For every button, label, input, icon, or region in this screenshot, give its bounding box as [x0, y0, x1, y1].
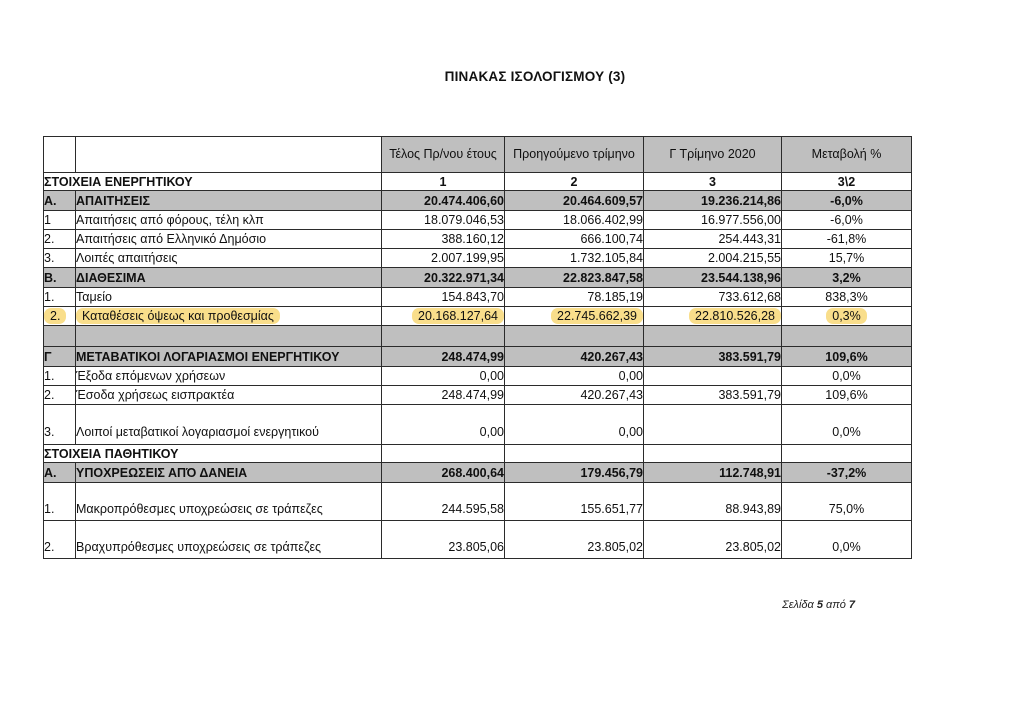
value-cell-prev-quarter: 155.651,77	[505, 483, 644, 521]
row-label-cell: ΔΙΑΘΕΣΙΜΑ	[76, 268, 382, 288]
row-number-cell: 1	[44, 211, 76, 230]
table-row	[44, 367, 912, 386]
table-row	[44, 173, 912, 191]
value-cell-q3-2020: 2.004.215,55	[644, 249, 782, 268]
row-number-cell: 2.	[44, 521, 76, 559]
value-cell-prev-year-end: 248.474,99	[382, 386, 505, 405]
value-cell-q3-2020	[644, 405, 782, 445]
value-cell-prev-year-end: 388.160,12	[382, 230, 505, 249]
highlight: 20.168.127,64	[412, 308, 504, 324]
change-pct-cell: 838,3%	[782, 288, 912, 307]
value-cell-prev-year-end: 20.322.971,34	[382, 268, 505, 288]
value-cell-q3-2020	[644, 326, 782, 347]
value-cell-prev-quarter: 0,00	[505, 405, 644, 445]
value-cell-q3-2020: 88.943,89	[644, 483, 782, 521]
value-cell-prev-year-end: 244.595,58	[382, 483, 505, 521]
value-cell-prev-quarter: 78.185,19	[505, 288, 644, 307]
row-label-cell: Έξοδα επόμενων χρήσεων	[76, 367, 382, 386]
change-pct-cell	[782, 445, 912, 463]
value-cell-prev-year-end: 23.805,06	[382, 521, 505, 559]
value-cell-q3-2020: 112.748,91	[644, 463, 782, 483]
row-label-cell: ΥΠΟΧΡΕΩΣΕΙΣ ΑΠΌ ΔΑΝΕΙΑ	[76, 463, 382, 483]
table-row	[44, 268, 912, 288]
value-cell-prev-quarter: 420.267,43	[505, 386, 644, 405]
table-row	[44, 521, 912, 559]
row-label-cell	[76, 326, 382, 347]
row-number-cell: 1.	[44, 288, 76, 307]
value-cell-prev-quarter: 666.100,74	[505, 230, 644, 249]
table-row	[44, 288, 912, 307]
page-title: ΠΙΝΑΚΑΣ ΙΣΟΛΟΓΙΣΜΟΥ (3)	[444, 69, 626, 84]
value-cell-prev-quarter	[505, 445, 644, 463]
value-cell-prev-year-end	[382, 445, 505, 463]
table-row	[44, 445, 912, 463]
value-cell-prev-year-end: 0,00	[382, 405, 505, 445]
footer-total-pages: 7	[848, 599, 855, 611]
change-pct-cell: 3\2	[782, 173, 912, 191]
value-cell-prev-quarter: 2	[505, 173, 644, 191]
value-cell-prev-quarter: 22.823.847,58	[505, 268, 644, 288]
change-pct-cell	[782, 307, 912, 326]
row-number-cell: Α.	[44, 191, 76, 211]
value-cell-prev-quarter: 1.732.105,84	[505, 249, 644, 268]
footer-word-page: Σελίδα	[782, 599, 814, 611]
table-row	[44, 483, 912, 521]
change-pct-cell: -6,0%	[782, 191, 912, 211]
value-cell-q3-2020	[644, 307, 782, 326]
table-row	[44, 463, 912, 483]
row-label-cell: Απαιτήσεις από φόρους, τέλη κλπ	[76, 211, 382, 230]
value-cell-prev-year-end: 248.474,99	[382, 347, 505, 367]
value-cell-prev-year-end: 1	[382, 173, 505, 191]
table-row	[44, 347, 912, 367]
change-pct-cell: -61,8%	[782, 230, 912, 249]
highlight: 22.810.526,28	[689, 308, 781, 324]
value-cell-q3-2020: 383.591,79	[644, 386, 782, 405]
column-header-prev-quarter: Προηγούμενο τρίμηνο	[505, 137, 644, 173]
value-cell-q3-2020: 733.612,68	[644, 288, 782, 307]
row-number-cell: Β.	[44, 268, 76, 288]
value-cell-prev-quarter: 18.066.402,99	[505, 211, 644, 230]
row-number-cell: 2.	[44, 386, 76, 405]
value-cell-q3-2020	[644, 445, 782, 463]
row-label-cell: Λοιποί μεταβατικοί λογαριασμοί ενεργητικού	[76, 405, 382, 445]
row-number-cell: 3.	[44, 405, 76, 445]
row-label-cell	[76, 307, 382, 326]
row-number-cell: Γ	[44, 347, 76, 367]
row-label-cell: ΜΕΤΑΒΑΤΙΚΟΙ ΛΟΓΑΡΙΑΣΜΟΙ ΕΝΕΡΓΗΤΙΚΟΥ	[76, 347, 382, 367]
table-row	[44, 211, 912, 230]
table-row	[44, 191, 912, 211]
value-cell-q3-2020: 383.591,79	[644, 347, 782, 367]
value-cell-q3-2020: 19.236.214,86	[644, 191, 782, 211]
row-label-cell: Λοιπές απαιτήσεις	[76, 249, 382, 268]
value-cell-q3-2020: 3	[644, 173, 782, 191]
table-row	[44, 326, 912, 347]
row-number-cell: 3.	[44, 249, 76, 268]
change-pct-cell: 3,2%	[782, 268, 912, 288]
value-cell-prev-year-end: 2.007.199,95	[382, 249, 505, 268]
change-pct-cell: 0,0%	[782, 367, 912, 386]
value-cell-prev-quarter: 0,00	[505, 367, 644, 386]
change-pct-cell: 0,0%	[782, 521, 912, 559]
value-cell-prev-year-end	[382, 307, 505, 326]
value-cell-prev-quarter	[505, 307, 644, 326]
row-label-cell: ΑΠΑΙΤΗΣΕΙΣ	[76, 191, 382, 211]
footer-word-of: από	[826, 599, 846, 611]
column-header-change-pct: Μεταβολή %	[782, 137, 912, 173]
change-pct-cell: 15,7%	[782, 249, 912, 268]
change-pct-cell: -6,0%	[782, 211, 912, 230]
highlight: 2.	[44, 308, 66, 324]
change-pct-cell: 109,6%	[782, 386, 912, 405]
footer-page-number: 5	[816, 599, 823, 611]
value-cell-q3-2020: 16.977.556,00	[644, 211, 782, 230]
value-cell-prev-quarter	[505, 326, 644, 347]
value-cell-prev-year-end: 268.400,64	[382, 463, 505, 483]
value-cell-prev-year-end	[382, 326, 505, 347]
row-number-cell	[44, 307, 76, 326]
value-cell-q3-2020: 254.443,31	[644, 230, 782, 249]
value-cell-q3-2020	[644, 367, 782, 386]
change-pct-cell: -37,2%	[782, 463, 912, 483]
row-number-cell: Α.	[44, 463, 76, 483]
row-label-cell: Έσοδα χρήσεως εισπρακτέα	[76, 386, 382, 405]
value-cell-prev-year-end: 0,00	[382, 367, 505, 386]
table-row	[44, 386, 912, 405]
value-cell-prev-quarter: 179.456,79	[505, 463, 644, 483]
value-cell-prev-quarter: 20.464.609,57	[505, 191, 644, 211]
section-title-cell: ΣΤΟΙΧΕΙΑ ΠΑΘΗΤΙΚΟΥ	[44, 445, 382, 463]
highlight: Καταθέσεις όψεως και προθεσμίας	[76, 308, 280, 324]
row-label-cell: Μακροπρόθεσμες υποχρεώσεις σε τράπεζες	[76, 483, 382, 521]
row-label-cell: Βραχυπρόθεσμες υποχρεώσεις σε τράπεζες	[76, 521, 382, 559]
change-pct-cell: 75,0%	[782, 483, 912, 521]
page-footer	[0, 599, 855, 611]
highlight: 0,3%	[826, 308, 867, 324]
value-cell-prev-quarter: 420.267,43	[505, 347, 644, 367]
column-header-prev-year-end: Τέλος Πρ/νου έτους	[382, 137, 505, 173]
column-header-label	[76, 137, 382, 173]
value-cell-q3-2020: 23.805,02	[644, 521, 782, 559]
value-cell-q3-2020: 23.544.138,96	[644, 268, 782, 288]
row-number-cell	[44, 326, 76, 347]
highlight: 22.745.662,39	[551, 308, 643, 324]
change-pct-cell: 0,0%	[782, 405, 912, 445]
table-header-row	[44, 137, 912, 173]
row-number-cell: 1.	[44, 483, 76, 521]
change-pct-cell: 109,6%	[782, 347, 912, 367]
table-row	[44, 307, 912, 326]
row-number-cell: 1.	[44, 367, 76, 386]
balance-sheet-table	[43, 136, 912, 559]
column-header-rownum	[44, 137, 76, 173]
value-cell-prev-year-end: 20.474.406,60	[382, 191, 505, 211]
value-cell-prev-year-end: 18.079.046,53	[382, 211, 505, 230]
table-row	[44, 230, 912, 249]
row-number-cell: 2.	[44, 230, 76, 249]
row-label-cell: Ταμείο	[76, 288, 382, 307]
table-row	[44, 249, 912, 268]
section-title-cell: ΣΤΟΙΧΕΙΑ ΕΝΕΡΓΗΤΙΚΟΥ	[44, 173, 382, 191]
change-pct-cell	[782, 326, 912, 347]
value-cell-prev-year-end: 154.843,70	[382, 288, 505, 307]
table-row	[44, 405, 912, 445]
row-label-cell: Απαιτήσεις από Ελληνικό Δημόσιο	[76, 230, 382, 249]
value-cell-prev-quarter: 23.805,02	[505, 521, 644, 559]
column-header-q3-2020: Γ Τρίμηνο 2020	[644, 137, 782, 173]
